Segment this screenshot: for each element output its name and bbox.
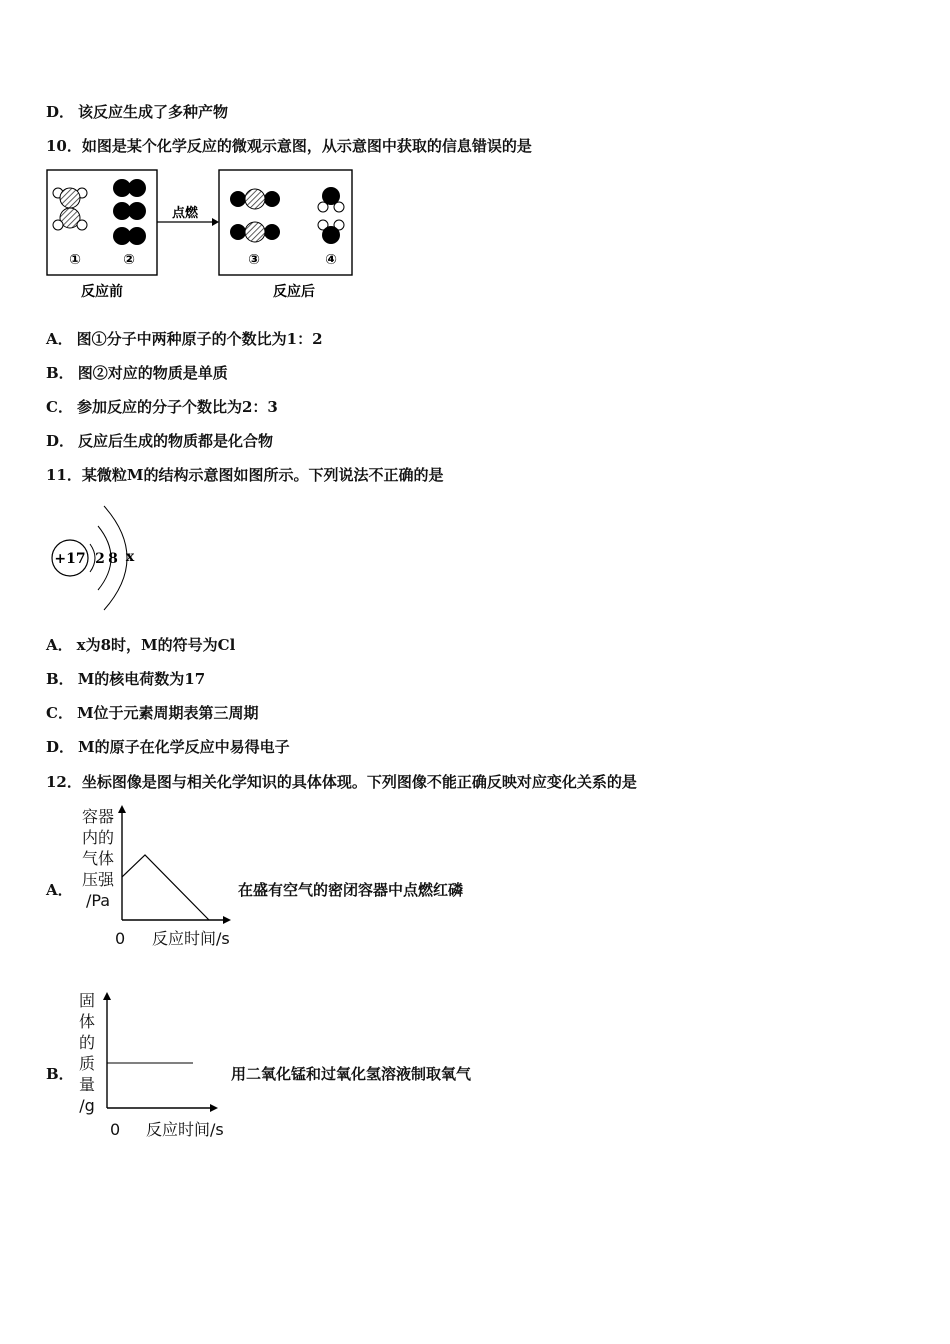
graph-b-caption: 用二氧化锰和过氧化氢溶液制取氧气 [231,1065,472,1083]
q10-option-c [46,396,278,417]
molecule-3 [230,189,280,242]
graph-b-xlabel: 反应时间/s [146,1120,224,1139]
q10-option-a [46,328,323,349]
mark-3: ③ [248,252,260,268]
q11-option-a [46,634,235,655]
option-text: 参加反应的分子个数比为2：3 [76,398,278,416]
q10-stem: 10．如图是某个化学反应的微观示意图，从示意图中获取的信息错误的是 [46,137,532,155]
before-label: 反应前 [81,284,123,300]
graph-b-origin: 0 [110,1120,121,1139]
option-text: 图②对应的物质是单质 [77,364,228,382]
option-letter: C． [46,704,73,722]
pressure-curve [122,855,209,920]
option-letter: D． [46,432,75,450]
q11-option-b [46,668,205,689]
q12-stem: 12．坐标图像是图与相关化学知识的具体体现。下列图像不能正确反映对应变化关系的是 [46,773,637,791]
shell-3-count: x [125,549,135,565]
q10-option-d [46,430,273,451]
q12-option-b-letter: B． [46,1065,74,1083]
option-letter: A． [46,636,73,654]
nucleus-charge: +17 [54,551,86,567]
option-letter: C． [46,398,73,416]
ylabel-line: 量 [78,1075,95,1094]
ylabel-line: /Pa [85,891,111,910]
shell-2-count: 8 [108,551,118,567]
graph-a-ylabel [78,806,118,911]
ylabel-line: 容器 [81,807,114,826]
option-letter: A． [46,330,73,348]
arrow-label: 点燃 [171,206,199,221]
q11-stem: 11．某微粒M的结构示意图如图所示。下列说法不正确的是 [46,466,444,484]
graph-a-xlabel: 反应时间/s [152,929,230,948]
option-text: x为8时，M的符号为Cl [76,636,236,654]
ylabel-line: 压强 [81,870,114,889]
molecule-1 [53,188,87,230]
option-letter: B． [46,364,74,382]
ylabel-line: 内的 [81,828,114,847]
ylabel-line: 固 [78,991,95,1010]
q11-option-c [46,702,259,723]
ylabel-line: 体 [78,1012,95,1031]
q10-option-b [46,362,228,383]
option-text: M位于元素周期表第三周期 [76,704,259,722]
q10-molecule-diagram [40,163,370,308]
mark-1: ① [69,252,81,268]
q9-option-d [46,101,228,122]
ylabel-line: 气体 [81,849,114,868]
option-text: 该反应生成了多种产物 [78,103,229,121]
graph-b-plot [100,992,225,1117]
molecule-4 [318,187,344,244]
graph-a-origin: 0 [115,929,126,948]
ylabel-line: 质 [78,1054,95,1073]
option-text: 图①分子中两种原子的个数比为1：2 [76,330,323,348]
ylabel-line: 的 [78,1033,95,1052]
graph-a-caption: 在盛有空气的密闭容器中点燃红磷 [238,881,464,899]
option-text: M的核电荷数为17 [77,670,206,688]
mark-2: ② [123,252,135,268]
option-letter: D． [46,738,75,756]
option-text: 反应后生成的物质都是化合物 [78,432,274,450]
q11-option-d [46,736,290,757]
ylabel-line: /g [79,1096,95,1115]
option-text: M的原子在化学反应中易得电子 [78,738,290,756]
graph-a-plot [115,805,235,925]
option-letter: D． [46,103,75,121]
shell-1-count: 2 [95,551,105,567]
mark-4: ④ [325,252,337,268]
q12-option-a-letter: A． [46,881,73,899]
graph-b-ylabel [76,990,98,1116]
molecule-2 [113,179,146,245]
atom-structure-diagram [46,500,156,615]
after-label: 反应后 [273,284,315,300]
option-letter: B． [46,670,74,688]
